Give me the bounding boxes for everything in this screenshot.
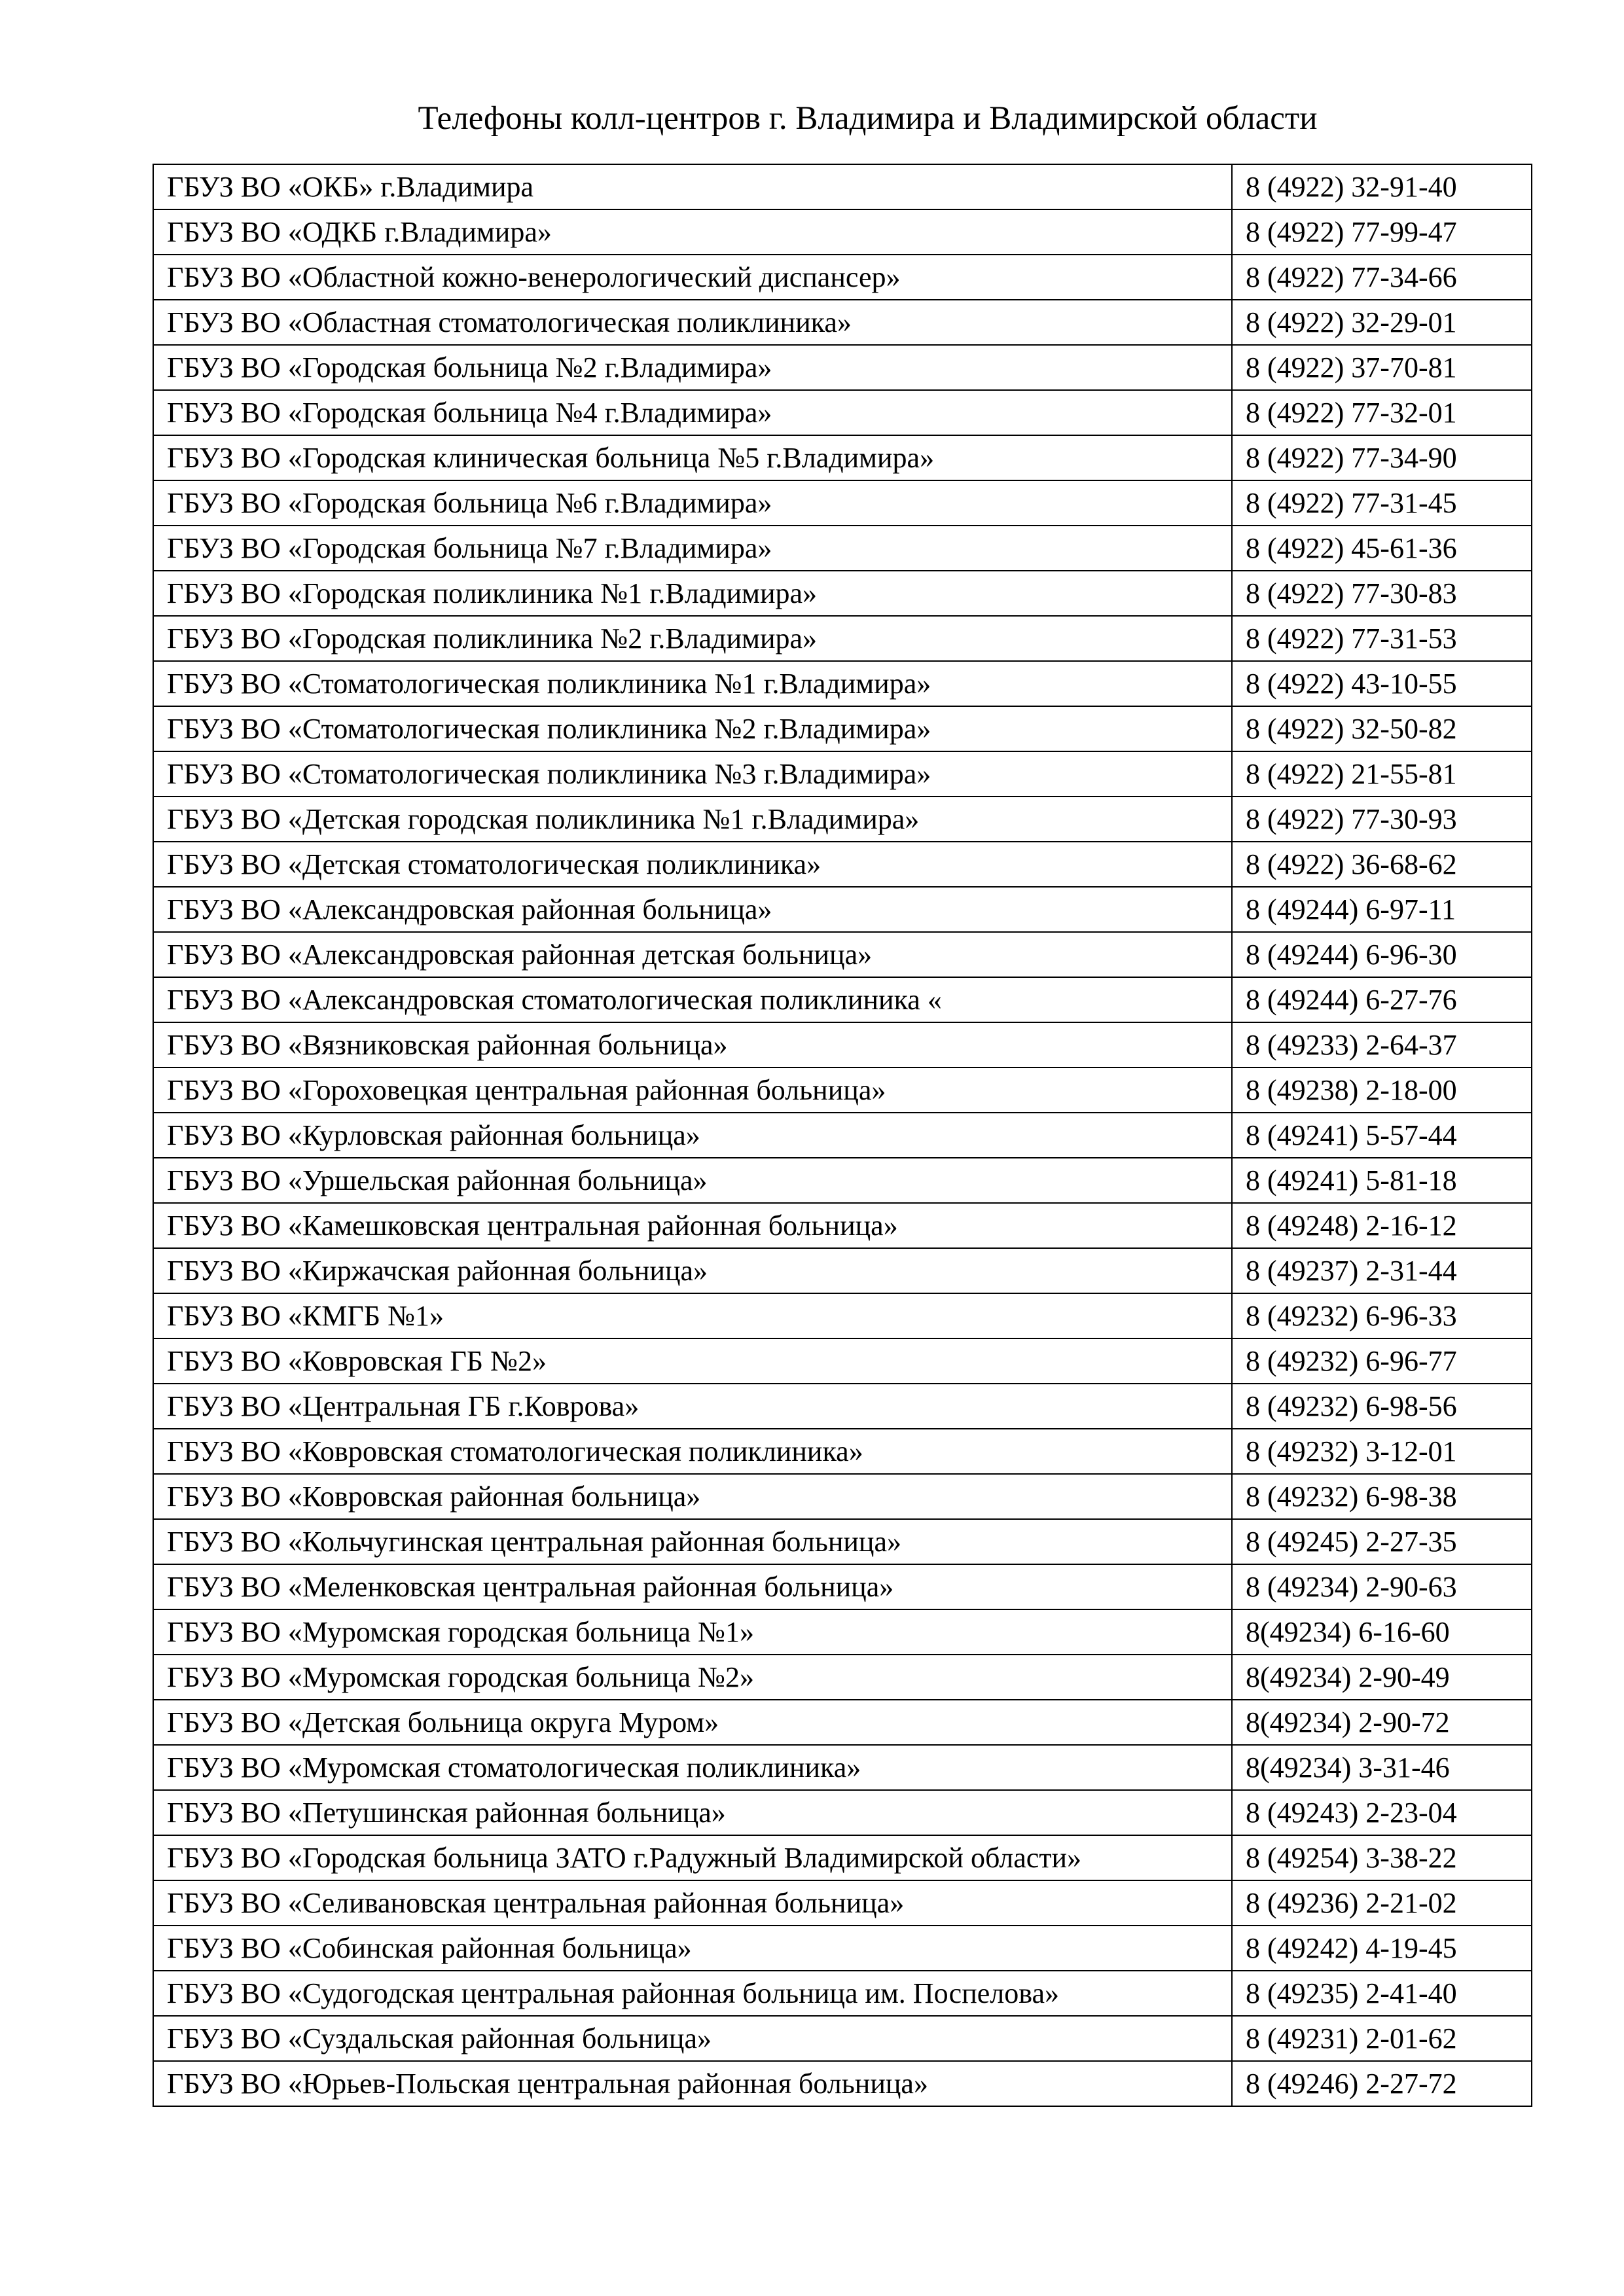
phone-number-cell: 8 (4922) 43-10-55 xyxy=(1232,661,1532,706)
phone-number-cell: 8 (49244) 6-96-30 xyxy=(1232,932,1532,977)
institution-name-cell: ГБУЗ ВО «Александровская районная детская больница» xyxy=(153,932,1232,977)
institution-name-cell: ГБУЗ ВО «Петушинская районная больница» xyxy=(153,1790,1232,1835)
table-row xyxy=(153,1655,1532,1700)
phone-number-cell: 8(49234) 3-31-46 xyxy=(1232,1745,1532,1790)
phone-number-cell: 8(49234) 6-16-60 xyxy=(1232,1609,1532,1655)
institution-name-cell: ГБУЗ ВО «Городская больница ЗАТО г.Радужный Владимирской области» xyxy=(153,1835,1232,1880)
institution-name-cell: ГБУЗ ВО «Вязниковская районная больница» xyxy=(153,1022,1232,1067)
table-row xyxy=(153,842,1532,887)
institution-name-cell: ГБУЗ ВО «Ковровская районная больница» xyxy=(153,1474,1232,1519)
institution-name-cell: ГБУЗ ВО «Стоматологическая поликлиника №2 г.Владимира» xyxy=(153,706,1232,751)
table-row xyxy=(153,2061,1532,2106)
institution-name-cell: ГБУЗ ВО «Судогодская центральная районная больница им. Поспелова» xyxy=(153,1971,1232,2016)
table-row xyxy=(153,1564,1532,1609)
institution-name-cell: ГБУЗ ВО «Городская больница №6 г.Владимира» xyxy=(153,480,1232,526)
table-row xyxy=(153,571,1532,616)
institution-name-cell: ГБУЗ ВО «Камешковская центральная районная больница» xyxy=(153,1203,1232,1248)
institution-name-cell: ГБУЗ ВО «Юрьев-Польская центральная районная больница» xyxy=(153,2061,1232,2106)
phone-number-cell: 8 (4922) 77-31-53 xyxy=(1232,616,1532,661)
institution-name-cell: ГБУЗ ВО «Детская больница округа Муром» xyxy=(153,1700,1232,1745)
table-row xyxy=(153,1519,1532,1564)
phone-number-cell: 8 (49234) 2-90-63 xyxy=(1232,1564,1532,1609)
table-row xyxy=(153,1293,1532,1338)
institution-name-cell: ГБУЗ ВО «Селивановская центральная районная больница» xyxy=(153,1880,1232,1926)
table-row xyxy=(153,1474,1532,1519)
table-row xyxy=(153,1880,1532,1926)
table-row xyxy=(153,1926,1532,1971)
table-row xyxy=(153,390,1532,435)
phone-number-cell: 8 (4922) 37-70-81 xyxy=(1232,345,1532,390)
institution-name-cell: ГБУЗ ВО «Городская больница №2 г.Владимира» xyxy=(153,345,1232,390)
institution-name-cell: ГБУЗ ВО «Муромская стоматологическая поликлиника» xyxy=(153,1745,1232,1790)
table-row xyxy=(153,1248,1532,1293)
table-row xyxy=(153,1971,1532,2016)
phone-number-cell: 8 (49232) 3-12-01 xyxy=(1232,1429,1532,1474)
institution-name-cell: ГБУЗ ВО «Стоматологическая поликлиника №3 г.Владимира» xyxy=(153,751,1232,797)
phone-number-cell: 8 (4922) 77-31-45 xyxy=(1232,480,1532,526)
phone-number-cell: 8 (49235) 2-41-40 xyxy=(1232,1971,1532,2016)
phone-number-cell: 8 (49244) 6-97-11 xyxy=(1232,887,1532,932)
institution-name-cell: ГБУЗ ВО «Областной кожно-венерологический диспансер» xyxy=(153,255,1232,300)
table-row xyxy=(153,616,1532,661)
table-row xyxy=(153,1384,1532,1429)
phone-number-cell: 8 (49232) 6-96-77 xyxy=(1232,1338,1532,1384)
institution-name-cell: ГБУЗ ВО «КМГБ №1» xyxy=(153,1293,1232,1338)
table-row xyxy=(153,526,1532,571)
table-body xyxy=(153,164,1532,2106)
phone-number-cell: 8 (4922) 45-61-36 xyxy=(1232,526,1532,571)
institution-name-cell: ГБУЗ ВО «Муромская городская больница №2» xyxy=(153,1655,1232,1700)
phone-number-cell: 8 (4922) 32-29-01 xyxy=(1232,300,1532,345)
phone-number-cell: 8 (49241) 5-81-18 xyxy=(1232,1158,1532,1203)
phone-number-cell: 8 (49232) 6-96-33 xyxy=(1232,1293,1532,1338)
phone-number-cell: 8 (4922) 77-30-93 xyxy=(1232,797,1532,842)
institution-name-cell: ГБУЗ ВО «Муромская городская больница №1» xyxy=(153,1609,1232,1655)
institution-name-cell: ГБУЗ ВО «Городская поликлиника №1 г.Владимира» xyxy=(153,571,1232,616)
phone-number-cell: 8 (49241) 5-57-44 xyxy=(1232,1113,1532,1158)
phone-number-cell: 8 (49246) 2-27-72 xyxy=(1232,2061,1532,2106)
institution-name-cell: ГБУЗ ВО «Городская больница №7 г.Владимира» xyxy=(153,526,1232,571)
phone-number-cell: 8(49234) 2-90-49 xyxy=(1232,1655,1532,1700)
phone-number-cell: 8 (49242) 4-19-45 xyxy=(1232,1926,1532,1971)
table-row xyxy=(153,435,1532,480)
phone-number-cell: 8 (4922) 77-34-66 xyxy=(1232,255,1532,300)
table-row xyxy=(153,480,1532,526)
institution-name-cell: ГБУЗ ВО «Городская поликлиника №2 г.Владимира» xyxy=(153,616,1232,661)
table-row xyxy=(153,1745,1532,1790)
phone-number-cell: 8 (4922) 36-68-62 xyxy=(1232,842,1532,887)
phone-number-cell: 8 (49248) 2-16-12 xyxy=(1232,1203,1532,1248)
phone-number-cell: 8 (49254) 3-38-22 xyxy=(1232,1835,1532,1880)
institution-name-cell: ГБУЗ ВО «Суздальская районная больница» xyxy=(153,2016,1232,2061)
table-row xyxy=(153,887,1532,932)
phone-number-cell: 8 (49243) 2-23-04 xyxy=(1232,1790,1532,1835)
phone-number-cell: 8 (49238) 2-18-00 xyxy=(1232,1067,1532,1113)
table-row xyxy=(153,706,1532,751)
institution-name-cell: ГБУЗ ВО «Городская больница №4 г.Владимира» xyxy=(153,390,1232,435)
table-row xyxy=(153,1203,1532,1248)
phone-number-cell: 8 (4922) 77-34-90 xyxy=(1232,435,1532,480)
phone-number-cell: 8 (49231) 2-01-62 xyxy=(1232,2016,1532,2061)
institution-name-cell: ГБУЗ ВО «Александровская стоматологическая поликлиника « xyxy=(153,977,1232,1022)
table-row xyxy=(153,932,1532,977)
table-row xyxy=(153,797,1532,842)
table-row xyxy=(153,1835,1532,1880)
institution-name-cell: ГБУЗ ВО «Курловская районная больница» xyxy=(153,1113,1232,1158)
institution-name-cell: ГБУЗ ВО «Стоматологическая поликлиника №1 г.Владимира» xyxy=(153,661,1232,706)
institution-name-cell: ГБУЗ ВО «Детская городская поликлиника №1 г.Владимира» xyxy=(153,797,1232,842)
table-row xyxy=(153,1790,1532,1835)
phone-number-cell: 8 (49236) 2-21-02 xyxy=(1232,1880,1532,1926)
table-row xyxy=(153,661,1532,706)
call-center-table xyxy=(153,164,1532,2107)
table-row xyxy=(153,1158,1532,1203)
phone-number-cell: 8 (4922) 32-50-82 xyxy=(1232,706,1532,751)
table-row xyxy=(153,300,1532,345)
phone-number-cell: 8 (4922) 77-30-83 xyxy=(1232,571,1532,616)
institution-name-cell: ГБУЗ ВО «Гороховецкая центральная районная больница» xyxy=(153,1067,1232,1113)
phone-number-cell: 8 (49237) 2-31-44 xyxy=(1232,1248,1532,1293)
institution-name-cell: ГБУЗ ВО «Александровская районная больница» xyxy=(153,887,1232,932)
table-row xyxy=(153,209,1532,255)
institution-name-cell: ГБУЗ ВО «Уршельская районная больница» xyxy=(153,1158,1232,1203)
phone-number-cell: 8 (49232) 6-98-38 xyxy=(1232,1474,1532,1519)
phone-number-cell: 8 (4922) 32-91-40 xyxy=(1232,164,1532,209)
page-title: Телефоны колл-центров г. Владимира и Владимирской области xyxy=(418,100,1318,137)
institution-name-cell: ГБУЗ ВО «Областная стоматологическая поликлиника» xyxy=(153,300,1232,345)
phone-number-cell: 8(49234) 2-90-72 xyxy=(1232,1700,1532,1745)
institution-name-cell: ГБУЗ ВО «Меленковская центральная районная больница» xyxy=(153,1564,1232,1609)
phone-number-cell: 8 (4922) 77-99-47 xyxy=(1232,209,1532,255)
institution-name-cell: ГБУЗ ВО «Киржачская районная больница» xyxy=(153,1248,1232,1293)
table-row xyxy=(153,1338,1532,1384)
phone-number-cell: 8 (49233) 2-64-37 xyxy=(1232,1022,1532,1067)
phone-number-cell: 8 (49244) 6-27-76 xyxy=(1232,977,1532,1022)
institution-name-cell: ГБУЗ ВО «Кольчугинская центральная районная больница» xyxy=(153,1519,1232,1564)
table-row xyxy=(153,751,1532,797)
table-row xyxy=(153,1067,1532,1113)
institution-name-cell: ГБУЗ ВО «Центральная ГБ г.Коврова» xyxy=(153,1384,1232,1429)
phone-number-cell: 8 (49232) 6-98-56 xyxy=(1232,1384,1532,1429)
institution-name-cell: ГБУЗ ВО «ОДКБ г.Владимира» xyxy=(153,209,1232,255)
institution-name-cell: ГБУЗ ВО «ОКБ» г.Владимира xyxy=(153,164,1232,209)
table-row xyxy=(153,164,1532,209)
institution-name-cell: ГБУЗ ВО «Ковровская стоматологическая поликлиника» xyxy=(153,1429,1232,1474)
table-row xyxy=(153,255,1532,300)
table-row xyxy=(153,1700,1532,1745)
phone-number-cell: 8 (49245) 2-27-35 xyxy=(1232,1519,1532,1564)
table-row xyxy=(153,345,1532,390)
institution-name-cell: ГБУЗ ВО «Ковровская ГБ №2» xyxy=(153,1338,1232,1384)
phone-number-cell: 8 (4922) 21-55-81 xyxy=(1232,751,1532,797)
institution-name-cell: ГБУЗ ВО «Городская клиническая больница №5 г.Владимира» xyxy=(153,435,1232,480)
table-row xyxy=(153,1113,1532,1158)
table-row xyxy=(153,2016,1532,2061)
table-row xyxy=(153,1429,1532,1474)
table-row xyxy=(153,1609,1532,1655)
phone-number-cell: 8 (4922) 77-32-01 xyxy=(1232,390,1532,435)
institution-name-cell: ГБУЗ ВО «Собинская районная больница» xyxy=(153,1926,1232,1971)
institution-name-cell: ГБУЗ ВО «Детская стоматологическая поликлиника» xyxy=(153,842,1232,887)
table-row xyxy=(153,1022,1532,1067)
table-row xyxy=(153,977,1532,1022)
